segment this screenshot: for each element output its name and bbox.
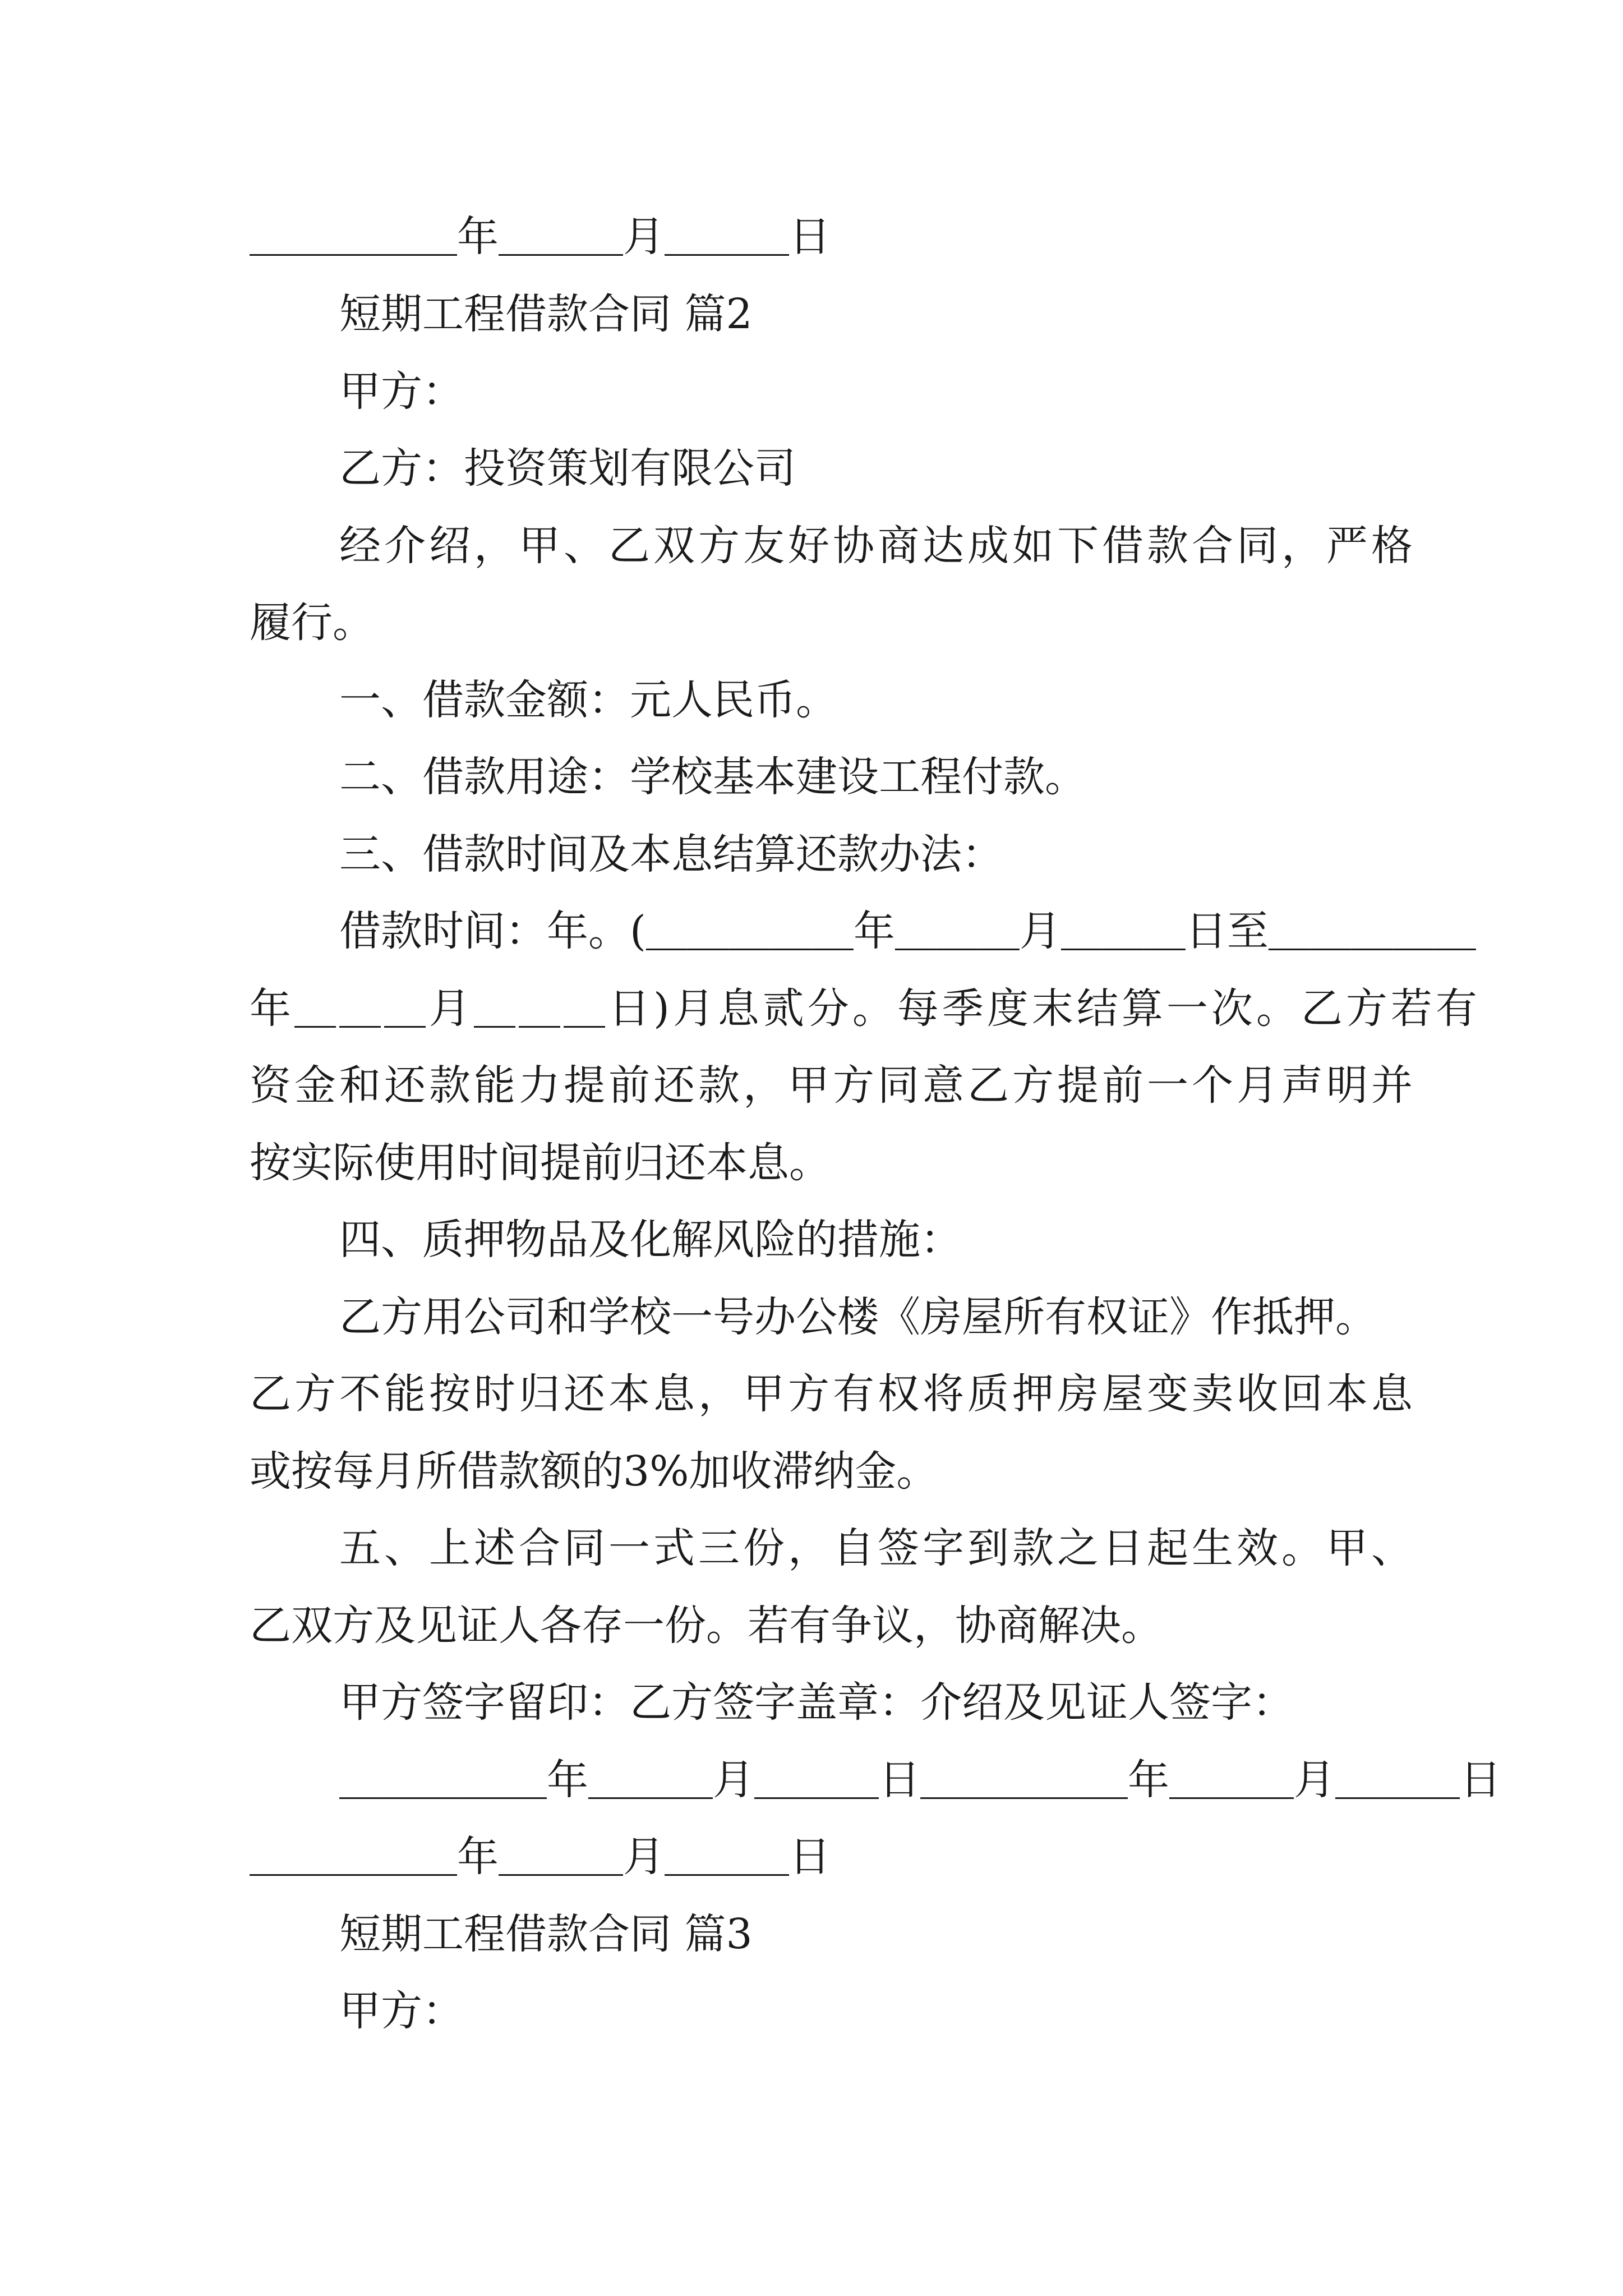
paragraph-line: 或按每月所借款额的3%加收滞纳金。 [250, 1447, 938, 1496]
paragraph-line: 经介绍，甲、乙双方友好协商达成如下借款合同，严格 [339, 522, 1416, 570]
section-heading: 短期工程借款合同 篇3 [339, 1910, 753, 1958]
party-b-label: 乙方：投资策划有限公司 [339, 444, 796, 493]
paragraph-line: 年＿＿＿月＿＿＿日)月息贰分。每季度末结算一次。乙方若有 [250, 984, 1481, 1033]
signature-labels: 甲方签字留印：乙方签字盖章：介绍及见证人签字： [339, 1678, 1294, 1727]
paragraph-line: 乙双方及见证人各存一份。若有争议，协商解决。 [250, 1602, 1163, 1650]
clause-amount: 一、借款金额：元人民币。 [339, 676, 837, 724]
paragraph-line: 乙方用公司和学校一号办公楼《房屋所有权证》作抵押。 [339, 1293, 1377, 1341]
section-heading: 短期工程借款合同 篇2 [339, 290, 753, 338]
party-a-label: 甲方： [339, 367, 464, 416]
paragraph-line: 资金和还款能力提前还款，甲方同意乙方提前一个月声明并 [250, 1061, 1416, 1110]
clause-term-heading: 三、借款时间及本息结算还款办法： [339, 830, 1003, 878]
clause-pledge-heading: 四、质押物品及化解风险的措施： [339, 1216, 962, 1264]
party-a-label: 甲方： [339, 1987, 464, 2035]
date-line: ＿＿＿＿＿年＿＿＿月＿＿＿日 [250, 1833, 831, 1881]
paragraph-line: 履行。 [250, 599, 374, 647]
paragraph-line: 乙方不能按时归还本息，甲方有权将质押房屋变卖收回本息 [250, 1370, 1416, 1418]
paragraph-line: 五、上述合同一式三份，自签字到款之日起生效。甲、 [339, 1524, 1416, 1572]
clause-purpose: 二、借款用途：学校基本建设工程付款。 [339, 753, 1086, 801]
paragraph-line: 按实际使用时间提前归还本息。 [250, 1139, 831, 1187]
paragraph-line: 借款时间：年。(＿＿＿＿＿年＿＿＿月＿＿＿日至＿＿＿＿＿ [339, 907, 1476, 955]
date-line: ＿＿＿＿＿年＿＿＿月＿＿＿日＿＿＿＿＿年＿＿＿月＿＿＿日 [339, 1756, 1501, 1804]
date-line: ＿＿＿＿＿年＿＿＿月＿＿＿日 [250, 213, 831, 261]
